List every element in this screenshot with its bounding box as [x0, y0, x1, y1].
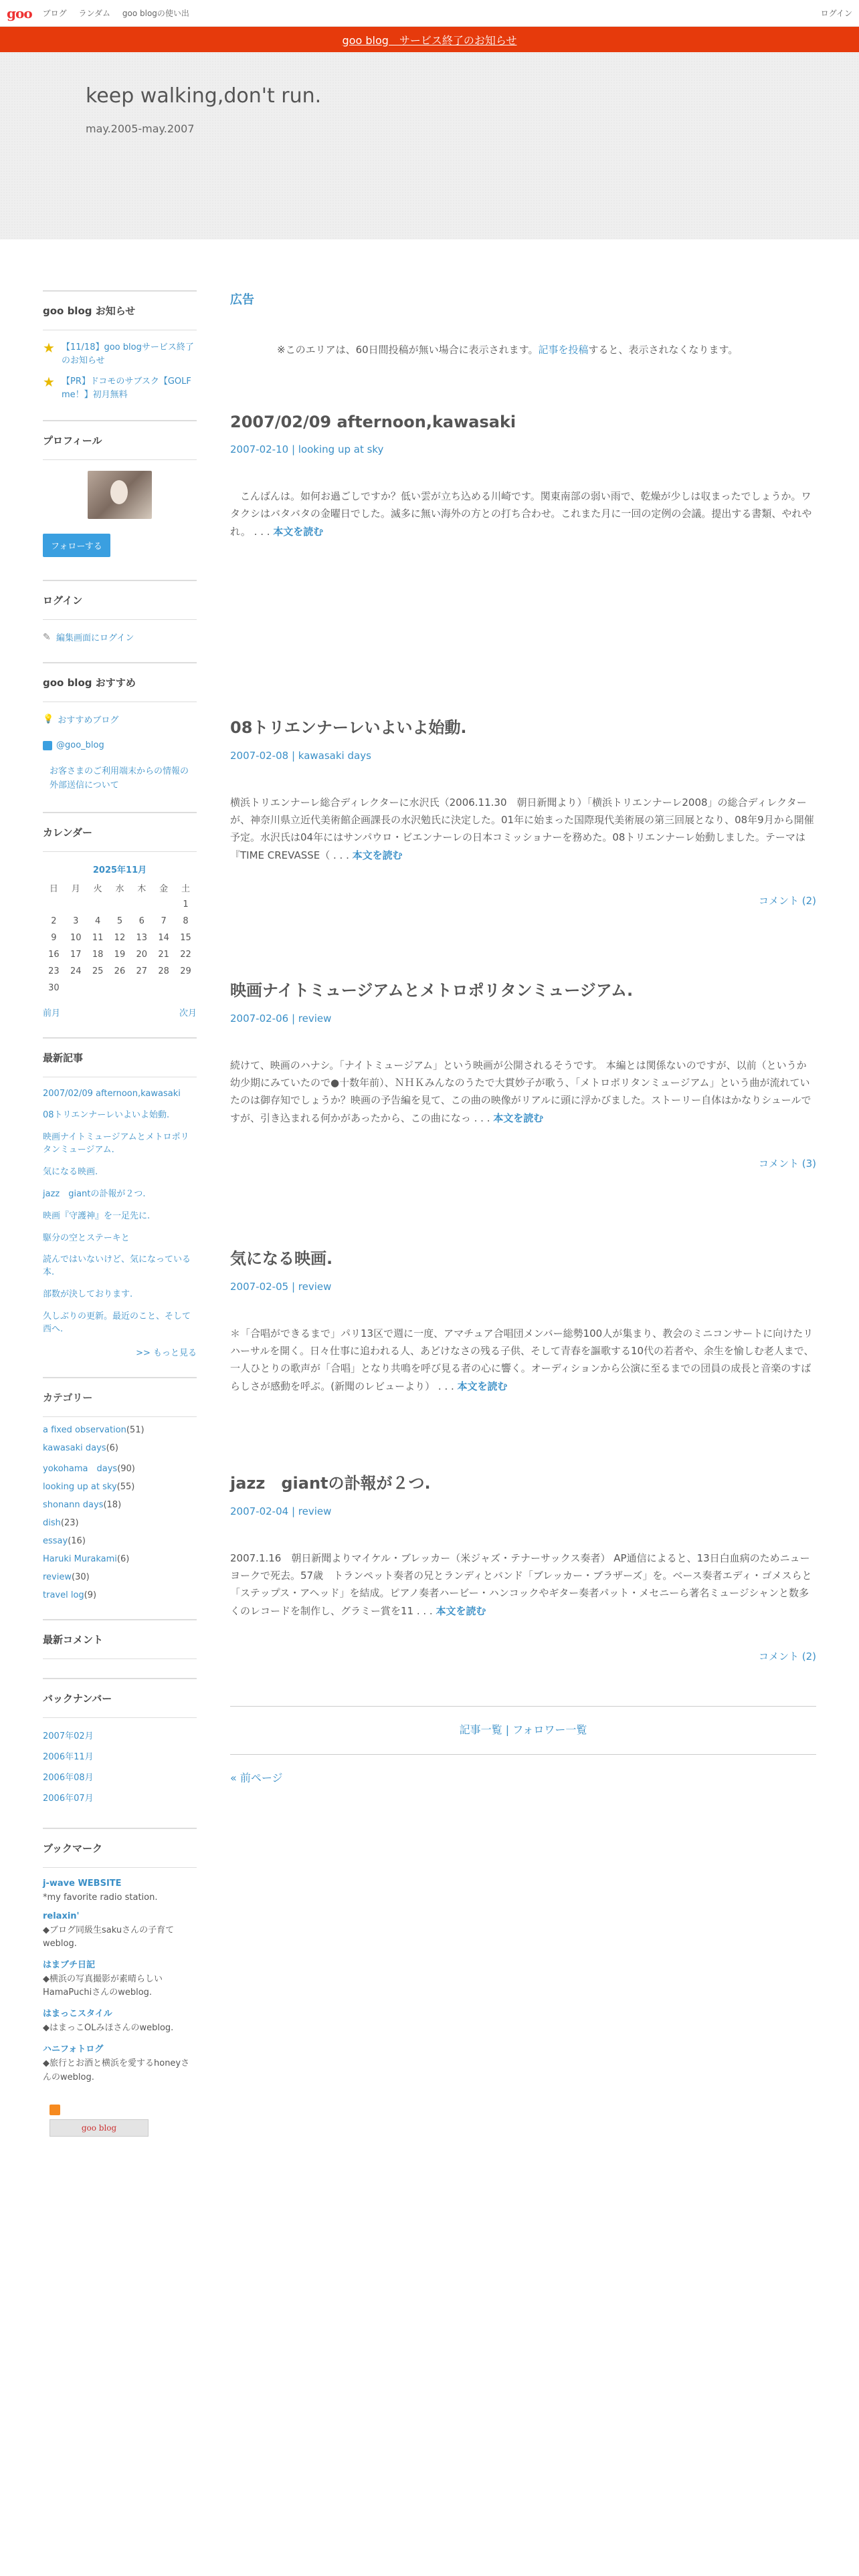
category-item [43, 1536, 197, 1546]
calendar-day [153, 896, 175, 913]
calendar-month[interactable]: 2025年11月 [92, 865, 147, 875]
top-nav [43, 7, 199, 19]
goo-logo[interactable]: goo [7, 5, 32, 21]
recent-article-link[interactable]: 部数が決しております. [43, 1289, 133, 1300]
recent-article-link[interactable]: 駆分の空とステーキと [43, 1232, 130, 1243]
backnumber-scroll[interactable] [43, 1729, 197, 1809]
lightbulb-icon: 💡 [43, 714, 54, 724]
login-heading: ログイン [43, 593, 197, 620]
sidebar [43, 290, 197, 2155]
meta-separator: | [288, 443, 298, 455]
category-count: (6) [106, 1442, 118, 1453]
category-link[interactable]: a fixed observation [43, 1424, 126, 1435]
sidebar-comments [43, 1619, 197, 1659]
goo-blog-badge[interactable]: goo blog [50, 2119, 149, 2137]
backnumber-link[interactable]: 2006年08月 [43, 1772, 94, 1783]
calendar-day [65, 980, 87, 996]
calendar-day: 22 [180, 949, 191, 960]
sidebar-categories [43, 1377, 197, 1600]
bookmark-description: ◆旅行とお酒と横浜を愛するhoneyさんのweblog. [43, 2058, 190, 2082]
divider [230, 1754, 816, 1755]
sidebar-calendar [43, 812, 197, 1018]
entry-date-link[interactable]: 2007-02-10 [230, 443, 289, 455]
category-link[interactable]: review [43, 1572, 72, 1582]
category-item [43, 1518, 197, 1528]
calendar-weekday: 水 [115, 883, 124, 894]
bookmark-link[interactable]: ハニフォトログ [43, 2044, 104, 2055]
content-wrap [0, 239, 859, 2155]
comment-link[interactable]: コメント (2) [758, 1650, 816, 1662]
calendar-weekday: 土 [181, 883, 191, 894]
ad-note-text: すると、表示されなくなります。 [588, 344, 739, 356]
calendar-day: 23 [48, 966, 60, 976]
entry-excerpt: ＊「合唱ができるまで」パリ13区で週に一度、アマチュア合唱団メンバー総勢100人が集まり、教会のミニコンサートに向けたリハーサルを開く。日々仕事に追われる人、あどけなさの残る子供、そして青春を謳歌する10代の若者や、余生を愉しむ老人まで、一人ひとりの歌声が「合唱」となり共鳴を呼び見る者の心に響く。オーディションから公演に至るまでの団員の成長と音楽のすばらしさが感動を呼ぶ。(新聞のレビューより） . . . [230, 1327, 814, 1392]
calendar-table [43, 879, 197, 996]
recent-article-link[interactable]: 久しぶりの更新。最近のこと、そして西へ. [43, 1311, 191, 1334]
calendar-day: 3 [73, 916, 79, 926]
category-count: (51) [126, 1424, 145, 1435]
sidebar-bookmarks [43, 1828, 197, 2137]
read-more-link[interactable]: 本文を読む [457, 1380, 508, 1392]
calendar-day: 13 [136, 932, 148, 943]
top-nav-guide[interactable]: goo blogの使い出 [122, 9, 189, 18]
category-link[interactable]: travel log [43, 1590, 84, 1600]
category-count: (23) [60, 1517, 79, 1528]
article-list-link[interactable]: 記事一覧 [459, 1723, 502, 1736]
entry-excerpt: 横浜トリエンナーレ総合ディレクターに水沢氏（2006.11.30 朝日新聞より）「横浜トリエンナーレ2008」の総合ディレクターが、神奈川県立近代美術館企画課長の水沢勉氏に決定した。01年に始まった国際現代美術展の第三回展となり、08年9月から開催予定。水沢氏は04年にはサンパウロ・ビエンナーレの日本コミッショナーを務めた。08トリエンナーレ始動しました。テーマは『TIME CREVASSE（ . . . [230, 796, 814, 861]
calendar-day [65, 896, 87, 913]
calendar [43, 863, 197, 1018]
sidebar-login [43, 580, 197, 643]
entry-comments [230, 1649, 816, 1663]
meta-separator: | [288, 749, 298, 762]
calendar-day: 6 [138, 916, 145, 926]
post-article-link[interactable]: 記事を投稿 [538, 344, 589, 356]
calendar-day [87, 896, 109, 913]
follower-list-link[interactable]: フォロワー一覧 [512, 1723, 587, 1736]
entry-category-link[interactable]: kawasaki days [298, 749, 371, 762]
service-end-link[interactable]: goo blog サービス終了のお知らせ [342, 33, 517, 47]
category-link[interactable]: dish [43, 1517, 61, 1528]
calendar-day [43, 896, 65, 913]
sidebar-notices [43, 290, 197, 401]
calendar-day: 8 [183, 916, 189, 926]
category-count: (9) [84, 1590, 97, 1600]
calendar-day: 19 [114, 949, 126, 960]
star-icon: ★ [43, 340, 55, 356]
blog-header [0, 52, 859, 239]
category-count: (16) [68, 1535, 86, 1546]
entry-meta [230, 1505, 816, 1517]
backnumber-link[interactable]: 2007年02月 [43, 1731, 94, 1741]
bookmark-item [43, 1957, 197, 2000]
sidebar-backnumbers [43, 1678, 197, 1809]
bookmark-link[interactable]: はまっこスタイル [43, 2009, 112, 2020]
category-item [43, 1500, 197, 1510]
category-link[interactable]: kawasaki days [43, 1442, 106, 1453]
recent-article-link[interactable]: jazz giantの訃報が２つ. [43, 1188, 146, 1199]
category-link[interactable]: looking up at sky [43, 1481, 117, 1492]
calendar-day: 26 [114, 966, 126, 976]
bookmark-item [43, 2006, 197, 2035]
bookmark-list [43, 1879, 197, 2084]
calendar-day: 2 [51, 916, 57, 926]
recent-article-link[interactable]: 映画『守護神』を一足先に. [43, 1210, 151, 1221]
calendar-day: 29 [180, 966, 191, 976]
blog-entry [230, 413, 816, 540]
twitter-icon [43, 741, 52, 750]
entry-title[interactable]: jazz giantの訃報が２つ. [230, 1473, 431, 1493]
calendar-weekday: 金 [159, 883, 169, 894]
recommend-blog-link[interactable]: おすすめブログ [58, 716, 119, 726]
main-column [230, 290, 816, 2155]
bookmark-link[interactable]: j-wave WEBSITE [43, 1878, 122, 1889]
calendar-day: 21 [158, 949, 169, 960]
category-item [43, 1461, 197, 1474]
entry-date-link[interactable]: 2007-02-06 [230, 1012, 289, 1025]
entry-body [230, 794, 816, 864]
calendar-day [87, 980, 109, 996]
category-link[interactable]: yokohama days [43, 1463, 118, 1474]
entry-category-link[interactable]: review [298, 1505, 332, 1517]
calendar-heading: カレンダー [43, 825, 197, 852]
bookmark-description: *my favorite radio station. [43, 1892, 158, 1903]
entry-excerpt: 2007.1.16 朝日新聞よりマイケル・ブレッカー（米ジャズ・テナーサックス奏者） AP通信によると、13日白血病のためニューヨークで死去。57歳 トランペット奏者の兄とランディとバンド「ブレッカー・ブラザーズ」を。ベース奏者エディ・ゴメスらと「ステップス・アヘッド」を結成。ピアノ奏者ハービー・ハンコックやギター奏者パット・メセニーら著名ミュージシャンと数多くのレコードを制作し、グラミー賞を11 . . . [230, 1551, 812, 1617]
entry-title[interactable]: 2007/02/09 afternoon,kawasaki [230, 413, 516, 431]
category-item [43, 1590, 197, 1600]
calendar-day: 12 [114, 932, 126, 943]
bookmark-item [43, 2042, 197, 2084]
backnumber-heading: バックナンバー [43, 1691, 197, 1718]
calendar-day [175, 980, 197, 996]
calendar-day [109, 980, 131, 996]
list-links [230, 1707, 816, 1754]
calendar-prev-link[interactable]: 前月 [43, 1008, 61, 1018]
calendar-day: 7 [161, 916, 167, 926]
calendar-day: 25 [92, 966, 104, 976]
entry-category-link[interactable]: review [298, 1280, 332, 1293]
entry-meta [230, 1281, 816, 1293]
blog-entry [230, 1245, 816, 1395]
recent-list [43, 1088, 197, 1336]
calendar-day: 9 [51, 932, 57, 943]
calendar-weekday: 火 [93, 883, 102, 894]
categories-heading: カテゴリー [43, 1390, 197, 1417]
calendar-day [130, 980, 153, 996]
entry-body [230, 1325, 816, 1395]
calendar-day: 11 [92, 932, 104, 943]
recent-article-link[interactable]: 映画ナイトミュージアムとメトロポリタンミュージアム. [43, 1132, 189, 1156]
calendar-day: 24 [70, 966, 82, 976]
meta-separator: | [288, 1012, 298, 1025]
bookmark-description: ◆横浜の写真撮影が素晴らしいHamaPuchiさんのweblog. [43, 1973, 163, 1998]
category-count: (30) [72, 1572, 90, 1582]
category-count: (18) [103, 1499, 122, 1510]
pagination [230, 1769, 816, 1785]
bookmark-description: ◆ブログ同級生sakuさんの子育てweblog. [43, 1925, 175, 1949]
calendar-day: 5 [116, 916, 123, 926]
recent-article-link[interactable]: 気になる映画. [43, 1166, 98, 1177]
entry-meta [230, 443, 816, 455]
recent-article-link[interactable]: 08トリエンナーレいよいよ始動. [43, 1110, 170, 1121]
category-count: (6) [116, 1553, 130, 1564]
calendar-nav [43, 1006, 197, 1018]
bookmark-link[interactable]: relaxin' [43, 1911, 80, 1921]
calendar-day: 28 [158, 966, 169, 976]
calendar-day: 10 [70, 932, 82, 943]
follow-button[interactable]: フォローする [43, 534, 110, 557]
read-more-link[interactable]: 本文を読む [436, 1604, 486, 1617]
recommend-heading: goo blog おすすめ [43, 675, 197, 702]
calendar-next-link[interactable]: 次月 [179, 1008, 197, 1018]
calendar-weekday: 月 [71, 883, 80, 894]
entry-body [230, 488, 816, 540]
login-link-row [43, 631, 197, 643]
top-nav-random[interactable]: ランダム [78, 9, 111, 18]
meta-separator: | [288, 1505, 298, 1517]
prev-page-link[interactable]: « 前ページ [230, 1771, 283, 1784]
avatar[interactable] [88, 471, 152, 519]
notice-item [43, 375, 197, 401]
blog-entry [230, 714, 816, 907]
backnumber-link[interactable]: 2006年07月 [43, 1793, 94, 1804]
pencil-icon: ✎ [43, 631, 51, 643]
entry-title[interactable]: 気になる映画. [230, 1249, 333, 1268]
comments-heading: 最新コメント [43, 1632, 197, 1659]
comment-link[interactable]: コメント (3) [758, 1157, 816, 1170]
recent-article-link[interactable]: 読んではいないけど、気になっている本. [43, 1255, 191, 1278]
category-item [43, 1554, 197, 1564]
entry-category-link[interactable]: looking up at sky [298, 443, 384, 455]
read-more-link[interactable]: 本文を読む [493, 1111, 544, 1124]
calendar-day: 17 [70, 949, 82, 960]
bookmark-item [43, 1911, 197, 1951]
category-link[interactable]: shonann days [43, 1499, 104, 1510]
read-more-link[interactable]: 本文を読む [273, 525, 324, 538]
list-separator: | [502, 1723, 513, 1736]
sidebar-profile [43, 420, 197, 561]
recommend-row [43, 765, 197, 793]
profile-heading: プロフィール [43, 433, 197, 460]
entry-body [230, 1057, 816, 1127]
external-info-link[interactable]: お客さまのご利用端末からの情報の外部送信について [50, 766, 189, 790]
category-item [43, 1572, 197, 1582]
category-item [43, 1425, 197, 1435]
category-list [43, 1425, 197, 1600]
entry-date-link[interactable]: 2007-02-05 [230, 1280, 289, 1293]
entry-excerpt: 続けて、映画のハナシ。「ナイトミュージアム」という映画が公開されるそうです。 本編とは関係ないのですが、以前（というか幼少期にみていたので●十数年前）、ＮＨＫみんなのうたで大貫妙子が歌う、「メトロポリタンミュージアム」という曲が流れていたのは御存知でしょうか？映画の予告編を見て、この曲の映像がリアルに頭に浮かびました。ストーリー自体はかなりシュールですが、引き込まれる何かがあったから、この曲になっ . . . [230, 1059, 812, 1124]
category-count: (90) [117, 1463, 135, 1474]
rss-icon[interactable] [50, 2105, 60, 2115]
comment-link[interactable]: コメント (2) [758, 894, 816, 907]
top-login-link[interactable]: ログイン [820, 9, 852, 18]
sidebar-recent [43, 1037, 197, 1358]
calendar-day [153, 980, 175, 996]
star-icon: ★ [43, 374, 55, 390]
calendar-weekday: 日 [49, 883, 58, 894]
category-item [43, 1482, 197, 1492]
recent-heading: 最新記事 [43, 1051, 197, 1077]
calendar-day: 30 [48, 982, 60, 993]
category-link[interactable]: Haruki Murakami [43, 1553, 117, 1564]
ad-note [277, 342, 816, 356]
recent-article-link[interactable]: 2007/02/09 afternoon,kawasaki [43, 1088, 181, 1099]
blog-entry [230, 1470, 816, 1663]
calendar-weekday: 木 [137, 883, 147, 894]
entry-title[interactable]: 映画ナイトミュージアムとメトロポリタンミュージアム. [230, 980, 634, 1000]
ad-heading: 広告 [230, 293, 254, 307]
entry-category-link[interactable]: review [298, 1012, 332, 1025]
entry-excerpt: こんばんは。如何お過ごしですか？低い雲が立ち込める川崎です。関東南部の弱い雨で、乾燥が少しは収まったでしょうか。ワタクシはバタバタの金曜日でした。滅多に無い海外の方との打ち合わせ。これまた月に一回の定例の会議。提出する書類、やれやれ。 . . . [230, 490, 812, 538]
twitter-link[interactable]: @goo_blog [56, 740, 104, 750]
calendar-day: 20 [136, 949, 148, 960]
entry-date-link[interactable]: 2007-02-08 [230, 749, 289, 762]
entry-title[interactable]: 08トリエンナーレいよいよ始動. [230, 718, 467, 737]
blog-subtitle: may.2005-may.2007 [86, 122, 195, 135]
blog-entry [230, 977, 816, 1170]
backnumber-link[interactable]: 2006年11月 [43, 1751, 94, 1762]
blog-title[interactable]: keep walking,don't run. [86, 84, 322, 108]
entry-body [230, 1549, 816, 1620]
ad-note-text: ※このエリアは、60日間投稿が無い場合に表示されます。 [277, 344, 539, 356]
bookmark-description: ◆はまっこOLみほさんのweblog. [43, 2023, 174, 2034]
entry-meta [230, 1012, 816, 1025]
category-count: (55) [116, 1481, 135, 1492]
entry-list [230, 413, 816, 1663]
entry-comments [230, 1156, 816, 1170]
top-bar [0, 0, 859, 27]
meta-separator: | [288, 1280, 298, 1293]
recent-more-link[interactable]: >> もっと見る [136, 1348, 197, 1358]
entry-date-link[interactable]: 2007-02-04 [230, 1505, 289, 1517]
bookmark-item [43, 1879, 197, 1905]
calendar-day: 14 [158, 932, 169, 943]
service-end-banner [0, 27, 859, 52]
entry-comments [230, 893, 816, 907]
notice-link-pr[interactable]: 【PR】ドコモのサブスク【GOLF me！】初月無料 [62, 377, 191, 400]
bookmark-link[interactable]: はまブチ日記 [43, 1959, 96, 1970]
category-item [43, 1443, 197, 1453]
category-link[interactable]: essay [43, 1535, 68, 1546]
calendar-day: 15 [180, 932, 191, 943]
calendar-day: 16 [48, 949, 60, 960]
sidebar-recommend [43, 662, 197, 793]
calendar-day: 1 [183, 899, 189, 909]
read-more-link[interactable]: 本文を読む [352, 849, 403, 861]
notices-heading: goo blog お知らせ [43, 304, 197, 330]
calendar-day: 18 [92, 949, 104, 960]
notice-item [43, 341, 197, 367]
top-nav-blog[interactable]: ブログ [42, 9, 67, 18]
recommend-row [43, 713, 197, 726]
entry-meta [230, 750, 816, 762]
calendar-day [130, 896, 153, 913]
bookmark-heading: ブックマーク [43, 1841, 197, 1868]
notice-link-service-end[interactable]: 【11/18】goo blogサービス終了のお知らせ [62, 342, 194, 366]
calendar-day: 4 [94, 916, 101, 926]
calendar-day [109, 896, 131, 913]
calendar-day: 27 [136, 966, 148, 976]
recommend-row [43, 740, 197, 750]
edit-login-link[interactable]: 編集画面にログイン [56, 633, 134, 643]
